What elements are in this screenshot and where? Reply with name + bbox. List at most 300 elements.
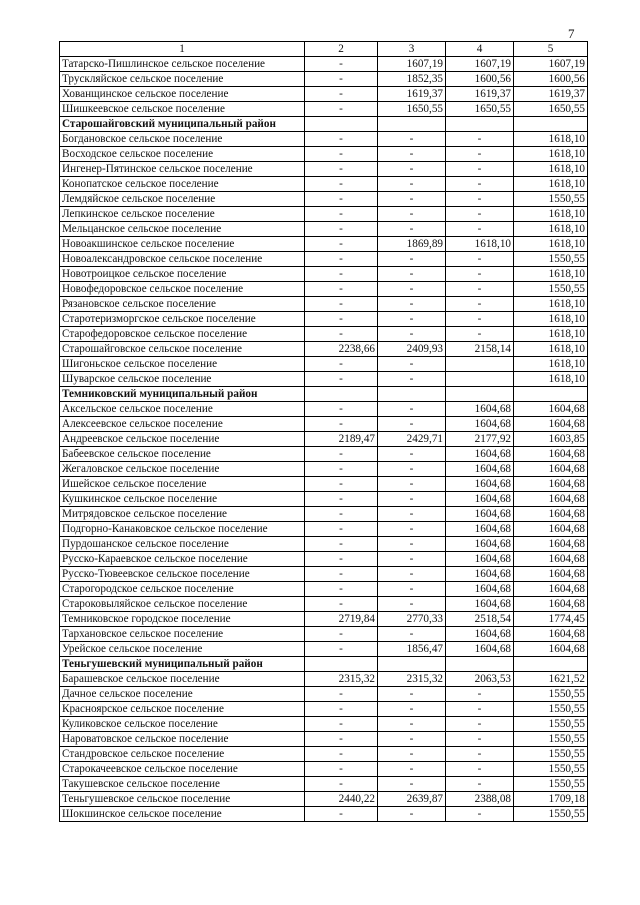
table-row — [60, 642, 588, 657]
value-col-5: 1550,55 — [514, 777, 588, 792]
table-row — [60, 477, 588, 492]
header-col-1: 1 — [60, 42, 305, 57]
table-row — [60, 237, 588, 252]
district-name: Старошайговский муниципальный район — [60, 117, 305, 132]
district-section-row — [60, 387, 588, 402]
value-col-2: - — [305, 72, 378, 87]
value-col-4: 1604,68 — [446, 627, 514, 642]
value-col-4: 1604,68 — [446, 582, 514, 597]
value-col-5: 1550,55 — [514, 717, 588, 732]
settlement-name: Куликовское сельское поселение — [60, 717, 305, 732]
settlement-name: Шишкеевское сельское поселение — [60, 102, 305, 117]
value-col-2: - — [305, 492, 378, 507]
value-col-3: - — [378, 522, 446, 537]
value-col-5: 1618,10 — [514, 207, 588, 222]
value-col-2: - — [305, 762, 378, 777]
value-col-5: 1618,10 — [514, 357, 588, 372]
settlement-name: Тархановское сельское поселение — [60, 627, 305, 642]
table-row — [60, 102, 588, 117]
settlement-name: Ингенер-Пятинское сельское поселение — [60, 162, 305, 177]
value-col-5: 1604,68 — [514, 627, 588, 642]
value-col-2: - — [305, 582, 378, 597]
value-col-5: 1607,19 — [514, 57, 588, 72]
value-col-2: - — [305, 732, 378, 747]
district-name: Теньгушевский муниципальный район — [60, 657, 305, 672]
value-col-3: - — [378, 732, 446, 747]
value-col-3: - — [378, 282, 446, 297]
value-col-3: - — [378, 552, 446, 567]
value-col-3: - — [378, 207, 446, 222]
value-col-4: 1604,68 — [446, 402, 514, 417]
value-col-5: 1550,55 — [514, 732, 588, 747]
value-col-2: - — [305, 87, 378, 102]
value-col-5: 1618,10 — [514, 177, 588, 192]
table-row — [60, 462, 588, 477]
value-col-3: - — [378, 702, 446, 717]
value-col-2: - — [305, 162, 378, 177]
value-col-3: - — [378, 147, 446, 162]
value-col-5: 1604,68 — [514, 537, 588, 552]
settlement-name: Татарско-Пишлинское сельское поселение — [60, 57, 305, 72]
settlement-name: Кушкинское сельское поселение — [60, 492, 305, 507]
empty-cell — [378, 117, 446, 132]
value-col-2: - — [305, 312, 378, 327]
value-col-4: - — [446, 177, 514, 192]
value-col-3: - — [378, 627, 446, 642]
settlement-name: Жегаловское сельское поселение — [60, 462, 305, 477]
value-col-2: 2315,32 — [305, 672, 378, 687]
value-col-3: 1619,37 — [378, 87, 446, 102]
value-col-4: - — [446, 282, 514, 297]
page-number: 7 — [568, 26, 575, 41]
value-col-4: 1604,68 — [446, 417, 514, 432]
value-col-4: - — [446, 222, 514, 237]
settlement-name: Староковыляйское сельское поселение — [60, 597, 305, 612]
value-col-5: 1604,68 — [514, 447, 588, 462]
settlement-name: Новотроицкое сельское поселение — [60, 267, 305, 282]
table-row — [60, 357, 588, 372]
value-col-5: 1619,37 — [514, 87, 588, 102]
value-col-5: 1618,10 — [514, 132, 588, 147]
value-col-4: - — [446, 132, 514, 147]
value-col-4: 1604,68 — [446, 477, 514, 492]
value-col-3: 1607,19 — [378, 57, 446, 72]
settlement-name: Барашевское сельское поселение — [60, 672, 305, 687]
value-col-3: - — [378, 597, 446, 612]
settlement-name: Красноярское сельское поселение — [60, 702, 305, 717]
value-col-5: 1618,10 — [514, 162, 588, 177]
value-col-2: - — [305, 237, 378, 252]
value-col-4: - — [446, 297, 514, 312]
value-col-3: 2770,33 — [378, 612, 446, 627]
value-col-3: 1852,35 — [378, 72, 446, 87]
table-row — [60, 162, 588, 177]
table-row — [60, 702, 588, 717]
empty-cell — [446, 387, 514, 402]
table-row — [60, 747, 588, 762]
settlement-name: Старофедоровское сельское поселение — [60, 327, 305, 342]
table-row — [60, 312, 588, 327]
value-col-3: - — [378, 372, 446, 387]
value-col-3: - — [378, 312, 446, 327]
settlement-name: Лепкинское сельское поселение — [60, 207, 305, 222]
value-col-5: 1618,10 — [514, 222, 588, 237]
table-row — [60, 552, 588, 567]
value-col-4: 1604,68 — [446, 462, 514, 477]
empty-cell — [514, 387, 588, 402]
table-row — [60, 717, 588, 732]
settlement-name: Дачное сельское поселение — [60, 687, 305, 702]
header-col-2: 2 — [305, 42, 378, 57]
settlement-name: Хованщинское сельское поселение — [60, 87, 305, 102]
value-col-4: 1618,10 — [446, 237, 514, 252]
value-col-2: 2440,22 — [305, 792, 378, 807]
settlement-name: Такушевское сельское поселение — [60, 777, 305, 792]
value-col-4: - — [446, 687, 514, 702]
table-row — [60, 492, 588, 507]
settlement-name: Старогородское сельское поселение — [60, 582, 305, 597]
value-col-4: - — [446, 267, 514, 282]
table-row — [60, 507, 588, 522]
settlement-name: Старошайговское сельское поселение — [60, 342, 305, 357]
value-col-2: - — [305, 327, 378, 342]
table-row — [60, 597, 588, 612]
value-col-3: - — [378, 192, 446, 207]
header-col-4: 4 — [446, 42, 514, 57]
empty-cell — [305, 387, 378, 402]
value-col-3: - — [378, 222, 446, 237]
value-col-5: 1604,68 — [514, 642, 588, 657]
value-col-5: 1650,55 — [514, 102, 588, 117]
empty-cell — [514, 117, 588, 132]
value-col-3: - — [378, 357, 446, 372]
value-col-4: - — [446, 162, 514, 177]
value-col-3: - — [378, 777, 446, 792]
value-col-2: - — [305, 777, 378, 792]
settlement-name: Восходское сельское поселение — [60, 147, 305, 162]
value-col-5: 1618,10 — [514, 147, 588, 162]
tariff-table — [59, 41, 588, 822]
value-col-4: 1604,68 — [446, 522, 514, 537]
value-col-2: 2719,84 — [305, 612, 378, 627]
value-col-2: - — [305, 177, 378, 192]
table-row — [60, 282, 588, 297]
value-col-2: - — [305, 627, 378, 642]
table-row — [60, 537, 588, 552]
value-col-2: - — [305, 747, 378, 762]
settlement-name: Русско-Тювеевское сельское поселение — [60, 567, 305, 582]
value-col-4: - — [446, 207, 514, 222]
value-col-3: - — [378, 447, 446, 462]
header-col-3: 3 — [378, 42, 446, 57]
value-col-2: - — [305, 132, 378, 147]
value-col-3: - — [378, 162, 446, 177]
value-col-3: - — [378, 762, 446, 777]
value-col-3: - — [378, 582, 446, 597]
empty-cell — [446, 117, 514, 132]
value-col-2: 2238,66 — [305, 342, 378, 357]
value-col-3: - — [378, 807, 446, 822]
value-col-4: 1604,68 — [446, 507, 514, 522]
value-col-2: - — [305, 192, 378, 207]
value-col-4: 2518,54 — [446, 612, 514, 627]
value-col-2: - — [305, 522, 378, 537]
value-col-4: - — [446, 252, 514, 267]
settlement-name: Алексеевское сельское поселение — [60, 417, 305, 432]
value-col-3: - — [378, 267, 446, 282]
empty-cell — [514, 657, 588, 672]
settlement-name: Пурдошанское сельское поселение — [60, 537, 305, 552]
value-col-3: - — [378, 177, 446, 192]
value-col-2: - — [305, 297, 378, 312]
value-col-4: 1604,68 — [446, 597, 514, 612]
value-col-4: 2177,92 — [446, 432, 514, 447]
value-col-4: - — [446, 702, 514, 717]
value-col-2: - — [305, 357, 378, 372]
value-col-5: 1550,55 — [514, 687, 588, 702]
value-col-4 — [446, 357, 514, 372]
value-col-3: - — [378, 402, 446, 417]
value-col-4: - — [446, 147, 514, 162]
value-col-2: - — [305, 267, 378, 282]
value-col-4: 1604,68 — [446, 492, 514, 507]
value-col-4 — [446, 372, 514, 387]
value-col-5: 1618,10 — [514, 342, 588, 357]
district-name: Темниковский муниципальный район — [60, 387, 305, 402]
settlement-name: Теньгушевское сельское поселение — [60, 792, 305, 807]
value-col-5: 1604,68 — [514, 492, 588, 507]
value-col-2: - — [305, 507, 378, 522]
value-col-2: - — [305, 207, 378, 222]
settlement-name: Андреевское сельское поселение — [60, 432, 305, 447]
settlement-name: Богдановское сельское поселение — [60, 132, 305, 147]
value-col-4: 1604,68 — [446, 537, 514, 552]
value-col-3: - — [378, 297, 446, 312]
value-col-2: - — [305, 447, 378, 462]
district-section-row — [60, 657, 588, 672]
value-col-4: 1604,68 — [446, 447, 514, 462]
value-col-4: 1600,56 — [446, 72, 514, 87]
table-row — [60, 147, 588, 162]
value-col-2: - — [305, 222, 378, 237]
value-col-5: 1774,45 — [514, 612, 588, 627]
settlement-name: Митрядовское сельское поселение — [60, 507, 305, 522]
table-row — [60, 72, 588, 87]
value-col-5: 1604,68 — [514, 522, 588, 537]
value-col-5: 1618,10 — [514, 297, 588, 312]
value-col-3: - — [378, 537, 446, 552]
value-col-2: - — [305, 477, 378, 492]
value-col-2: - — [305, 552, 378, 567]
value-col-5: 1604,68 — [514, 582, 588, 597]
value-col-4: - — [446, 327, 514, 342]
value-col-4: - — [446, 762, 514, 777]
value-col-5: 1603,85 — [514, 432, 588, 447]
empty-cell — [305, 657, 378, 672]
value-col-4: 1604,68 — [446, 642, 514, 657]
table-row — [60, 402, 588, 417]
value-col-5: 1604,68 — [514, 507, 588, 522]
value-col-2: - — [305, 567, 378, 582]
value-col-5: 1604,68 — [514, 402, 588, 417]
table-row — [60, 222, 588, 237]
settlement-name: Нароватовское сельское поселение — [60, 732, 305, 747]
table-row — [60, 252, 588, 267]
value-col-3: 1856,47 — [378, 642, 446, 657]
value-col-2: - — [305, 807, 378, 822]
value-col-4: - — [446, 192, 514, 207]
value-col-2: - — [305, 372, 378, 387]
value-col-5: 1550,55 — [514, 252, 588, 267]
table-row — [60, 177, 588, 192]
value-col-2: - — [305, 717, 378, 732]
value-col-5: 1618,10 — [514, 237, 588, 252]
table-row — [60, 672, 588, 687]
value-col-2: - — [305, 702, 378, 717]
table-row — [60, 342, 588, 357]
table-row — [60, 777, 588, 792]
header-col-5: 5 — [514, 42, 588, 57]
table-row — [60, 582, 588, 597]
value-col-4: 1650,55 — [446, 102, 514, 117]
value-col-2: 2189,47 — [305, 432, 378, 447]
value-col-2: - — [305, 462, 378, 477]
table-row — [60, 612, 588, 627]
table-row — [60, 522, 588, 537]
settlement-name: Трускляйское сельское поселение — [60, 72, 305, 87]
settlement-name: Шокшинское сельское поселение — [60, 807, 305, 822]
value-col-5: 1604,68 — [514, 477, 588, 492]
settlement-name: Урейское сельское поселение — [60, 642, 305, 657]
value-col-2: - — [305, 642, 378, 657]
value-col-5: 1550,55 — [514, 807, 588, 822]
value-col-5: 1600,56 — [514, 72, 588, 87]
value-col-2: - — [305, 57, 378, 72]
value-col-4: - — [446, 717, 514, 732]
value-col-5: 1604,68 — [514, 567, 588, 582]
settlement-name: Шигоньское сельское поселение — [60, 357, 305, 372]
settlement-name: Подгорно-Канаковское сельское поселение — [60, 522, 305, 537]
empty-cell — [446, 657, 514, 672]
value-col-4: 2063,53 — [446, 672, 514, 687]
table-row — [60, 447, 588, 462]
value-col-2: - — [305, 417, 378, 432]
settlement-name: Стандровское сельское поселение — [60, 747, 305, 762]
value-col-4: - — [446, 807, 514, 822]
value-col-3: - — [378, 717, 446, 732]
value-col-5: 1621,52 — [514, 672, 588, 687]
table-row — [60, 687, 588, 702]
table-row — [60, 297, 588, 312]
settlement-name: Шуварское сельское поселение — [60, 372, 305, 387]
value-col-4: 2158,14 — [446, 342, 514, 357]
table-header-row — [60, 42, 588, 57]
district-section-row — [60, 117, 588, 132]
value-col-3: 1869,89 — [378, 237, 446, 252]
table-row — [60, 417, 588, 432]
settlement-name: Лемдяйское сельское поселение — [60, 192, 305, 207]
settlement-name: Старотеризморгское сельское поселение — [60, 312, 305, 327]
value-col-3: - — [378, 462, 446, 477]
value-col-3: - — [378, 687, 446, 702]
value-col-4: - — [446, 747, 514, 762]
value-col-4: 2388,08 — [446, 792, 514, 807]
value-col-2: - — [305, 687, 378, 702]
value-col-5: 1604,68 — [514, 597, 588, 612]
value-col-3: 2409,93 — [378, 342, 446, 357]
value-col-5: 1550,55 — [514, 747, 588, 762]
value-col-4: 1607,19 — [446, 57, 514, 72]
settlement-name: Новоакшинское сельское поселение — [60, 237, 305, 252]
settlement-name: Ишейское сельское поселение — [60, 477, 305, 492]
value-col-2: - — [305, 402, 378, 417]
table-row — [60, 732, 588, 747]
value-col-4: 1604,68 — [446, 552, 514, 567]
value-col-2: - — [305, 597, 378, 612]
table-row — [60, 327, 588, 342]
value-col-3: - — [378, 327, 446, 342]
value-col-4: - — [446, 312, 514, 327]
value-col-3: - — [378, 507, 446, 522]
value-col-3: - — [378, 132, 446, 147]
value-col-5: 1604,68 — [514, 417, 588, 432]
table-row — [60, 432, 588, 447]
value-col-2: - — [305, 102, 378, 117]
value-col-3: - — [378, 492, 446, 507]
value-col-5: 1604,68 — [514, 462, 588, 477]
value-col-3: 2639,87 — [378, 792, 446, 807]
settlement-name: Темниковское городское поселение — [60, 612, 305, 627]
value-col-4: - — [446, 732, 514, 747]
value-col-5: 1618,10 — [514, 327, 588, 342]
value-col-2: - — [305, 147, 378, 162]
value-col-4: 1619,37 — [446, 87, 514, 102]
settlement-name: Старокачеевское сельское поселение — [60, 762, 305, 777]
value-col-5: 1550,55 — [514, 282, 588, 297]
empty-cell — [305, 117, 378, 132]
table-row — [60, 267, 588, 282]
table-row — [60, 57, 588, 72]
empty-cell — [378, 387, 446, 402]
table-row — [60, 132, 588, 147]
settlement-name: Рязановское сельское поселение — [60, 297, 305, 312]
value-col-5: 1618,10 — [514, 267, 588, 282]
table-row — [60, 87, 588, 102]
value-col-2: - — [305, 282, 378, 297]
empty-cell — [378, 657, 446, 672]
value-col-2: - — [305, 537, 378, 552]
table-row — [60, 207, 588, 222]
value-col-3: - — [378, 747, 446, 762]
value-col-3: 2315,32 — [378, 672, 446, 687]
table-row — [60, 792, 588, 807]
value-col-5: 1604,68 — [514, 552, 588, 567]
value-col-3: 1650,55 — [378, 102, 446, 117]
settlement-name: Бабеевское сельское поселение — [60, 447, 305, 462]
value-col-5: 1550,55 — [514, 762, 588, 777]
table-row — [60, 762, 588, 777]
value-col-3: - — [378, 477, 446, 492]
value-col-4: 1604,68 — [446, 567, 514, 582]
value-col-4: - — [446, 777, 514, 792]
table-row — [60, 372, 588, 387]
value-col-2: - — [305, 252, 378, 267]
table-row — [60, 627, 588, 642]
value-col-3: - — [378, 252, 446, 267]
table-row — [60, 192, 588, 207]
value-col-5: 1550,55 — [514, 192, 588, 207]
settlement-name: Новофедоровское сельское поселение — [60, 282, 305, 297]
